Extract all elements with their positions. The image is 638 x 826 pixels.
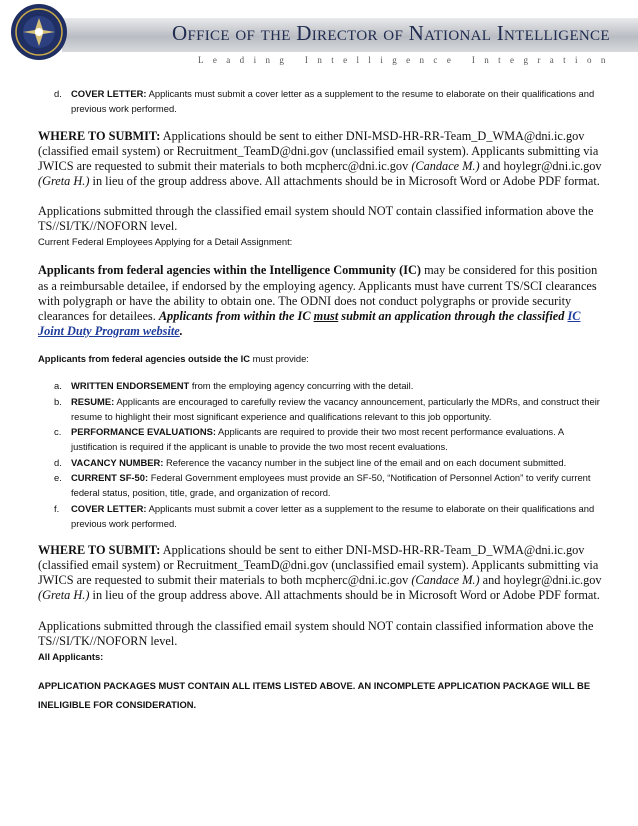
contact-name: (Candace M.) — [411, 158, 480, 173]
where-text: Applications should be sent to either DNI-MSD-HR-RR-Team_D_WMA@dni.ic.gov (classified email system) or Recruitment_TeamD@dni.gov (unclassified email system). Applicants submitting via JWICS are requested to submit their materials to both mcpherc@dni.ic.gov — [38, 128, 599, 173]
outside-text: must provide: — [250, 352, 309, 364]
final-notice: APPLICATION PACKAGES MUST CONTAIN ALL ITEMS LISTED ABOVE. AN INCOMPLETE APPLICATION PACKAGE WILL BE INELIGIBLE FOR CONSIDERATION. — [38, 680, 591, 711]
outside-label: Applicants from federal agencies outside the IC — [38, 352, 251, 364]
item-text: Applicants must submit a cover letter as a supplement to the resume to elaborate on their qualifications and previous work performed. — [71, 502, 595, 529]
current-federal-heading: Current Federal Employees Applying for a Detail Assignment: — [38, 236, 293, 248]
ic-joint-duty-link[interactable]: IC Joint Duty Program website — [38, 308, 581, 338]
banner-subtitle: Leading Intelligence Integration — [198, 55, 615, 65]
item-label: WRITTEN ENDORSEMENT — [71, 380, 190, 392]
where-text: in lieu of the group address above. All attachments should be in Microsoft Word or Adobe PDF format. — [89, 173, 600, 188]
list-item — [38, 394, 604, 425]
list-item — [38, 86, 604, 117]
where-text: in lieu of the group address above. All attachments should be in Microsoft Word or Adobe PDF format. — [89, 588, 600, 603]
banner-title: Office of the Director of National Intelligence — [172, 21, 610, 45]
item-label: RESUME: — [71, 395, 115, 407]
list-item — [38, 455, 604, 470]
item-text: Applicants are encouraged to carefully review the vacancy announcement, particularly the MDRs, and construct their resume to highlight their most significant experience and qualifications relevant to this job opportunity. — [71, 395, 600, 422]
requirements-list — [38, 378, 604, 531]
item-label: PERFORMANCE EVALUATIONS: — [71, 426, 216, 438]
where-text: Applications should be sent to either DNI-MSD-HR-RR-Team_D_WMA@dni.ic.gov (classified email system) or Recruitment_TeamD@dni.gov (unclassified email system). Applicants submitting via JWICS are requested to submit their materials to both mcpherc@dni.ic.gov — [38, 543, 599, 588]
item-label: COVER LETTER: — [71, 502, 147, 514]
list-marker: e. — [54, 472, 62, 483]
list-marker: c. — [54, 426, 62, 438]
list-marker: b. — [54, 395, 62, 407]
where-text: and hoylegr@dni.ic.gov — [479, 573, 602, 588]
classified-note-1: Applications submitted through the classified email system should NOT contain classified information above the TS//SI/TK//NOFORN level. — [38, 203, 594, 234]
item-label: COVER LETTER: — [71, 88, 147, 99]
document-body — [38, 86, 604, 714]
ic-end: . — [179, 323, 183, 338]
must-emphasis: must — [313, 308, 339, 323]
list-marker: f. — [54, 502, 60, 514]
where-label: WHERE TO SUBMIT: — [38, 128, 161, 143]
where-text: and hoylegr@dni.ic.gov — [479, 158, 602, 173]
classified-note-2: Applications submitted through the classified email system should NOT contain classified information above the TS//SI/TK//NOFORN level. — [38, 618, 594, 648]
item-label: VACANCY NUMBER: — [71, 456, 164, 468]
contact-name: (Greta H.) — [38, 588, 90, 603]
ic-paragraph — [38, 263, 604, 338]
ic-text: may be considered for this position as a reimbursable detailee, if endorsed by the employing agency. Applicants must have current TS/SCI clearances with polygraph or have the ability to obtain one. The ODNI does not conduct polygraphs or provide security clearances for detailees. — [38, 263, 598, 323]
list-marker: a. — [54, 380, 62, 392]
list-item — [38, 378, 604, 393]
where-to-submit-2 — [38, 543, 604, 603]
top-list — [38, 86, 604, 117]
item-text: Applicants are required to provide their two most recent performance evaluations. A justification is required if the applicant is unable to provide the two most recent evaluations. — [71, 426, 564, 453]
ic-emphasis: submit an application through the classified — [338, 308, 568, 323]
all-applicants-heading: All Applicants: — [38, 650, 104, 662]
list-item — [38, 470, 604, 501]
where-label: WHERE TO SUBMIT: — [38, 543, 161, 558]
odni-seal-icon — [10, 3, 68, 61]
list-marker: d. — [54, 88, 62, 99]
item-text: from the employing agency concurring with the detail. — [189, 380, 414, 392]
item-label: CURRENT SF-50: — [71, 472, 149, 483]
outside-ic-line — [38, 351, 604, 366]
item-text: Reference the vacancy number in the subject line of the email and on each document submitted. — [163, 456, 567, 468]
item-text: Applicants must submit a cover letter as a supplement to the resume to elaborate on their qualifications and previous work performed. — [71, 88, 595, 115]
list-item — [38, 424, 604, 455]
contact-name: (Greta H.) — [38, 173, 90, 188]
ic-emphasis: Applicants from within the IC — [158, 308, 314, 323]
contact-name: (Candace M.) — [411, 573, 480, 588]
where-to-submit-1 — [38, 129, 604, 189]
list-item — [38, 501, 604, 532]
ic-label: Applicants from federal agencies within the Intelligence Community (IC) — [38, 263, 421, 278]
item-text: Federal Government employees must provide an SF-50, “Notification of Personnel Action” to verify current federal status, position, title, grade, and organization of record. — [71, 472, 591, 499]
header-banner — [0, 0, 638, 70]
list-marker: d. — [54, 456, 62, 468]
